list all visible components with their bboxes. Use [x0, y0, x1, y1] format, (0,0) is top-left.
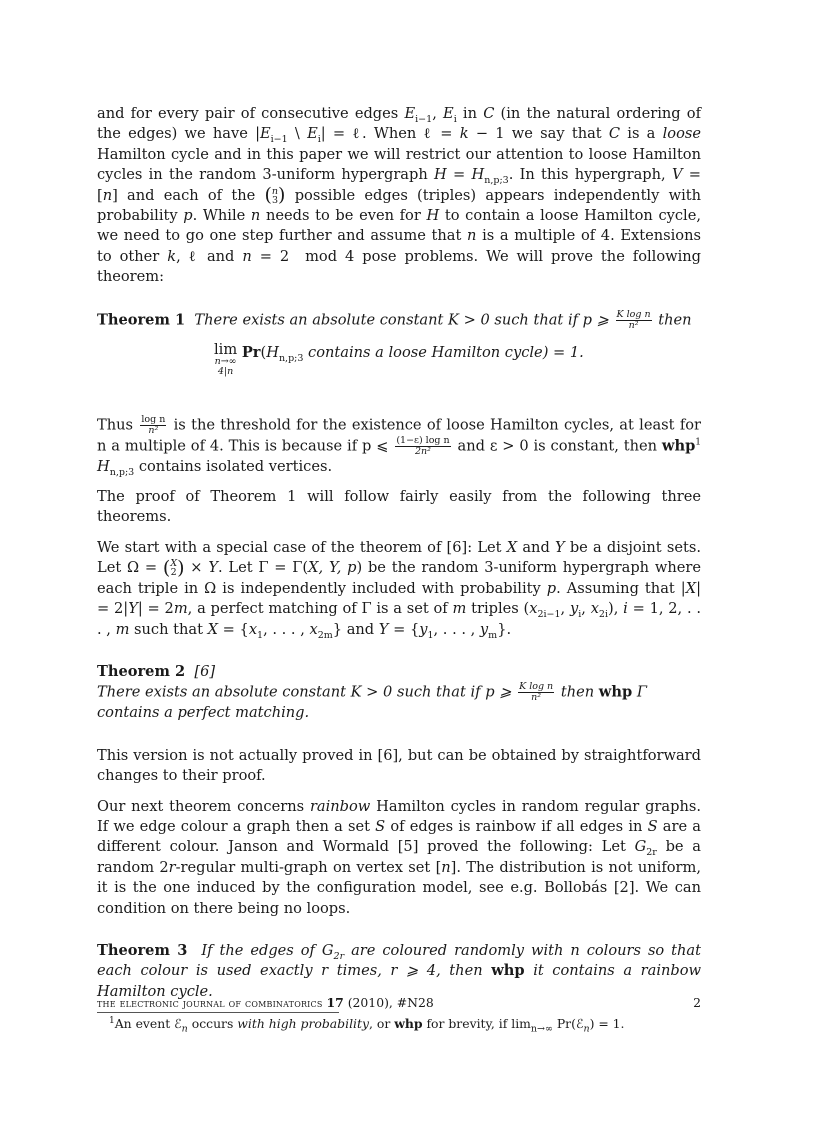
- fn-e: for brevity, if lim: [422, 1016, 531, 1032]
- isolated-frac-num: (1−ε) log n: [396, 434, 450, 446]
- fn-f: Pr(ℰ: [552, 1016, 584, 1032]
- journal-citation: [97, 995, 434, 1010]
- theorem-3-text-b: are coloured randomly with n colours so that each colour is used exactly r times, r ⩾ 4, then: [97, 941, 701, 980]
- theorem-1: [97, 310, 701, 331]
- theorem-2-frac-den: n²: [531, 692, 542, 704]
- theorem-1-label: Theorem 1: [97, 311, 186, 329]
- threshold-frac-num: log n: [141, 413, 166, 425]
- fn-d: , or: [368, 1016, 395, 1032]
- paragraph-intro: and for every pair of consecutive edges $E_{i-1}$, $E_i$ in C (in the natural ordering of the edges) we have $|E_{i-1}$ \ $E_i|$ = ℓ. When ℓ = k − 1 we say that C is a loose Hamilton cycle and in this paper we will restrict our attention to loose Hamilton cycles in the random 3-uniform hypergraph $H = H_{n,p;3}$. In this hypergraph, V = [n] and each of the ( n 3 ) possible edges (triples) appears independently with probability p. While n needs to be even for H to contain a loose Hamilton cycle, we need to go one step further and assume that n is a multiple of 4. Extensions to other k, ℓ and n = 2 mod 4 pose problems. We will prove the following theorem:: [97, 105, 702, 286]
- theorem-1-text-a: There exists an absolute constant K > 0 such that if p ⩾: [194, 311, 609, 329]
- paragraph-threshold: Thus $\frac{\text{log n}}{\text{n²}}$ is the threshold for the existence of loose Hamilton cycles, at least for n a multiple of 4. This is because if p ⩽ $\frac{\text{(1−ε) log n}}{\text{2n²}}$ and ε > 0 is constant, then whp$^1$ $H_{n,p;3}$ contains isolated vertices.: [97, 413, 702, 478]
- theorem-2: [97, 662, 701, 724]
- theorem-2-text-b: then: [560, 683, 595, 701]
- theorem-1-fraction: [616, 310, 652, 331]
- paragraph-special-case: We start with a special case of the theorem of [6]: Let X and Y be a disjoint sets. Let Ω = ( X 2 ) × Y. Let Γ = Γ(X, Y, p) be the random 3-uniform hypergraph where each triple in Ω is independently included with probability p. Assuming that |X| = 2|Y| = 2m, a perfect matching of Γ is a set of m triples ($x_{2i-1}$, $y_i$, $x_{2i}$), i = 1, 2, . . . , m such that $X = \{x_1$, . . . , $x_{2m}$} and $Y = \{y_1$, . . . , $y_m$}.: [97, 538, 702, 641]
- isolated-fraction: [395, 436, 450, 457]
- threshold-frac-den: n²: [148, 424, 159, 436]
- theorem-3-text-c: it contains a rainbow Hamilton cycle.: [97, 962, 702, 1000]
- theorem-2-cite[interactable]: [6]: [194, 662, 216, 680]
- threshold-fraction: [140, 415, 166, 436]
- p2-c: and ε > 0 is constant, then: [457, 437, 658, 455]
- theorem-1-frac-num: K log n: [616, 308, 651, 320]
- fn-c: with high probability: [237, 1016, 369, 1032]
- paragraph-proof-outline: The proof of Theorem 1 will follow fairly easily from the following three theorems.: [97, 488, 701, 526]
- theorem-1-display-equation: [97, 340, 701, 383]
- page-footer: [97, 995, 701, 1010]
- p2-d: H: [97, 457, 110, 475]
- theorem-3-text-a: If the edges of G: [201, 941, 334, 959]
- theorem-2-fraction: [518, 682, 554, 703]
- footnote-rule: [97, 1012, 339, 1013]
- lim-sub-1: n→∞: [214, 355, 237, 367]
- theorem-2-text-a: There exists an absolute constant K > 0 such that if p ⩾: [97, 683, 512, 701]
- p2-a: Thus: [97, 416, 134, 434]
- display-open: ($H_{n,p;3}$: [260, 343, 304, 364]
- fn-g: ) = 1.: [589, 1016, 625, 1032]
- p2-e: contains isolated vertices.: [138, 457, 333, 475]
- journal-issue: (2010), #N28: [343, 995, 434, 1010]
- paragraph-rainbow: Our next theorem concerns rainbow Hamilton cycles in random regular graphs. If we edge colour a graph then a set S of edges is rainbow if all edges in S are a different colour. Janson and Wormald [5] proved the following: Let $G_{2r}$ be a random 2r-regular multi-graph on vertex set [n]. The distribution is not uniform, it is the one induced by the configuration model, see e.g. Bollobás [2]. We can condition on there being no loops.: [97, 797, 701, 917]
- p2-b: is the threshold for the existence of loose Hamilton cycles, at least for n a multiple of 4. This is because if p ⩽: [97, 416, 702, 455]
- theorem-2-label: Theorem 2: [97, 662, 186, 680]
- page-body: [97, 104, 702, 1035]
- isolated-frac-den: 2n²: [414, 445, 431, 457]
- footnote-ref[interactable]: 1: [695, 437, 702, 448]
- fn-whp: whp: [394, 1016, 423, 1032]
- journal-name: the electronic journal of combinatorics: [97, 996, 323, 1010]
- limit-operator: [214, 340, 238, 377]
- footnote-1: $^1$An event ℰ$_n$ occurs with high probability, or whp for brevity, if $\lim_{n\to\infty}$ Pr(ℰ$_n$) = 1.: [109, 1016, 625, 1035]
- theorem-1-text-b: then: [658, 311, 692, 329]
- lim-sub-2: 4|n: [217, 365, 234, 377]
- fn-b: occurs: [187, 1016, 238, 1032]
- p2-whp: whp: [661, 437, 696, 455]
- fn-a: An event ℰ: [114, 1016, 182, 1032]
- footnote-mark: 1: [109, 1016, 115, 1027]
- theorem-2-frac-num: K log n: [519, 681, 554, 693]
- pr-operator: Pr: [241, 343, 261, 361]
- paragraph-version-note: This version is not actually proved in [6], but can be obtained by straightforward changes to their proof.: [97, 746, 701, 785]
- lim-text: lim: [214, 340, 238, 358]
- theorem-2-text-c: Γ contains a perfect matching.: [97, 683, 647, 722]
- theorem-3: Theorem 3 If the edges of $G_{2r}$ are coloured randomly with n colours so that each colour is used exactly r times, r ⩾ 4, then whp it contains a rainbow Hamilton cycle.: [97, 941, 702, 1000]
- theorem-2-whp: whp: [598, 683, 633, 701]
- theorem-1-frac-den: n²: [628, 319, 639, 331]
- theorem-3-label: Theorem 3: [97, 941, 188, 959]
- display-rest: contains a loose Hamilton cycle) = 1.: [303, 343, 584, 361]
- page-number: 2: [693, 995, 701, 1010]
- theorem-3-whp: whp: [491, 962, 525, 980]
- journal-volume: 17: [326, 995, 344, 1010]
